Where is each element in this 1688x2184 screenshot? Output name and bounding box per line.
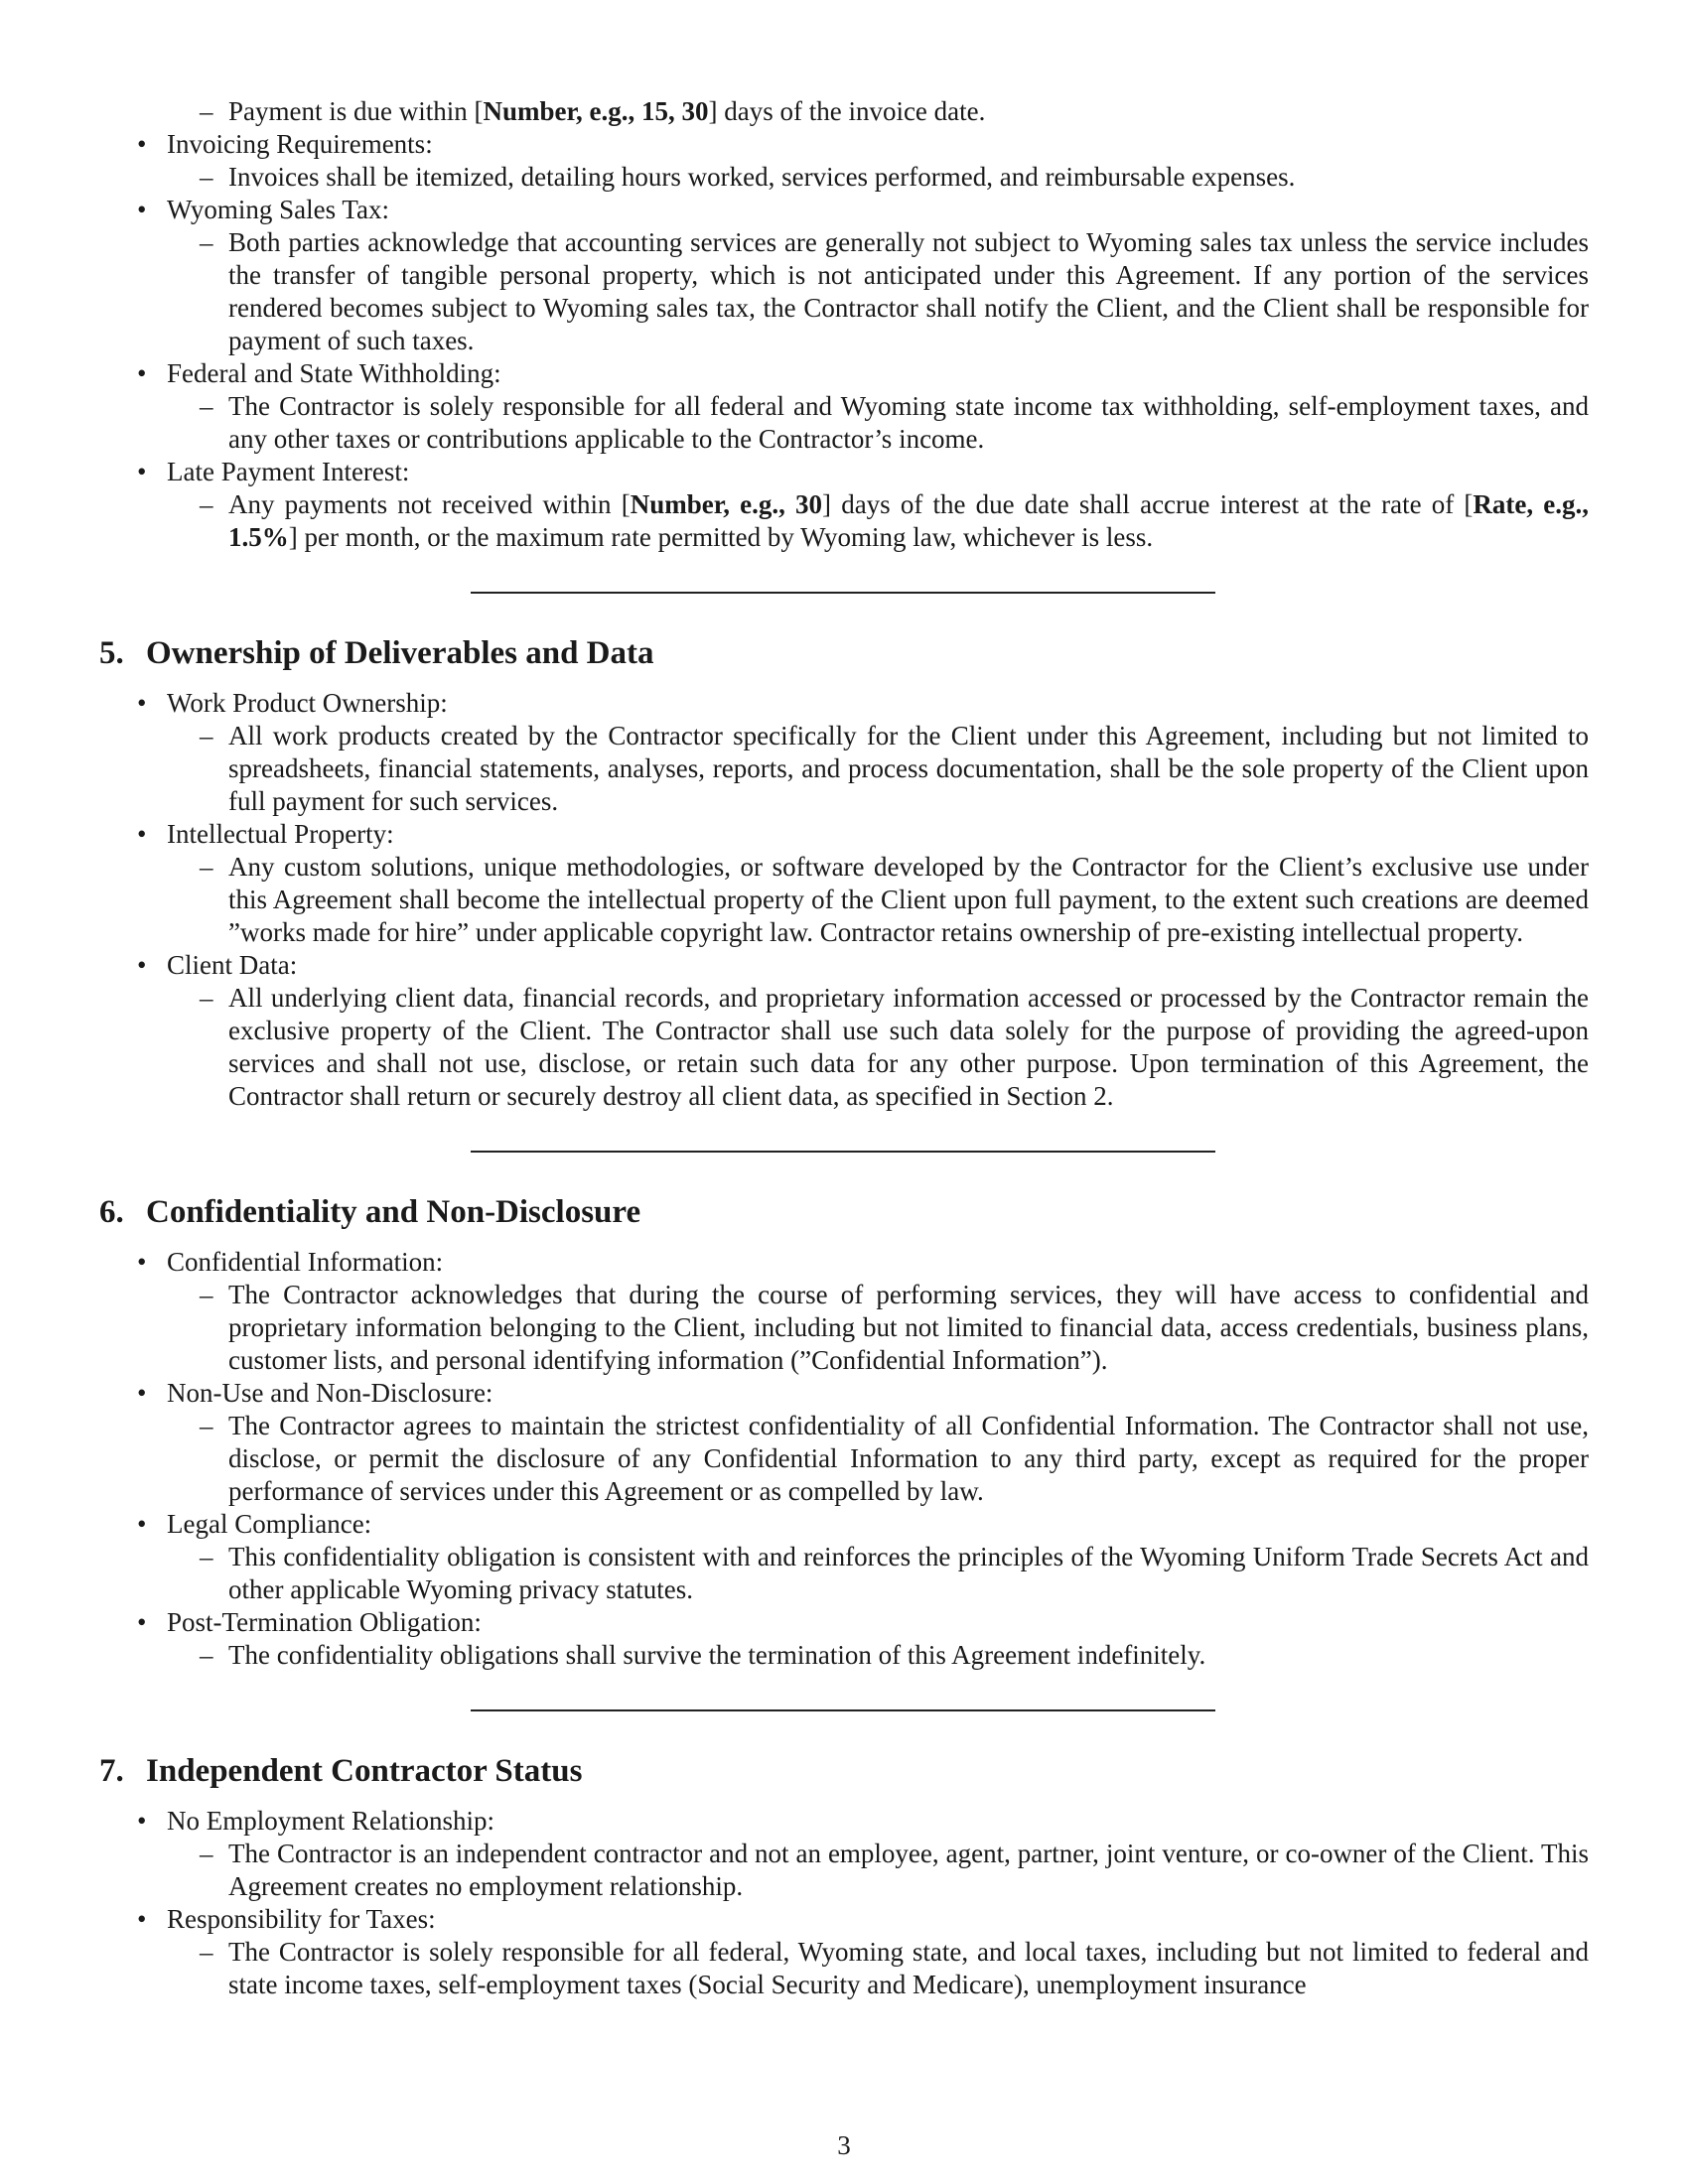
list-item-label: Late Payment Interest:: [167, 457, 410, 486]
section-number: 7.: [99, 1753, 124, 1789]
payment-terms-list: [99, 128, 1589, 456]
list-subitem: – Any payments not received within [Number, e.g., 30] days of the due date shall accrue interest at the rate of [Rate, e.g., 1.5%] per month, or the maximum rate permitted by Wyoming law, whichever is less.: [99, 488, 1589, 554]
list-item-label: Work Product Ownership:: [167, 688, 448, 718]
list-subitem: – The Contractor is solely responsible for all federal, Wyoming state, and local taxes, including but not limited to federal and state income taxes, self-employment taxes (Social Security and Medicare), unemployment insurance: [99, 1936, 1589, 2001]
sub-list: [167, 851, 1589, 949]
horizontal-rule: [471, 592, 1215, 594]
sub-list: [167, 1279, 1589, 1377]
list-item-label: Non-Use and Non-Disclosure:: [167, 1378, 493, 1408]
sub-list: [167, 720, 1589, 818]
list-subitem: – All underlying client data, financial records, and proprietary information accessed or processed by the Contractor remain the exclusive property of the Client. The Contractor shall use such data solely for the purpose of providing the agreed-upon services and shall not use, disclose, or retain such data for any other purpose. Upon termination of this Agreement, the Contractor shall return or securely destroy all client data, as specified in Section 2.: [99, 982, 1589, 1113]
list-subitem: – Any custom solutions, unique methodologies, or software developed by the Contractor for the Client’s exclusive use under this Agreement shall become the intellectual property of the Client upon full payment, to the extent such creations are deemed ”works made for hire” under applicable copyright law. Contractor retains ownership of pre-existing intellectual property.: [99, 851, 1589, 949]
payment-terms-continuation: [99, 95, 1589, 128]
list-subitem: – The Contractor acknowledges that during the course of performing services, they will have access to confidential and proprietary information belonging to the Client, including but not limited to financial data, access credentials, business plans, customer lists, and personal identifying information (”Confidential Information”).: [99, 1279, 1589, 1377]
section-number: 6.: [99, 1194, 124, 1230]
section-list: [99, 687, 1589, 1113]
sub-list: [167, 1639, 1589, 1672]
late-payment-list: [99, 456, 1589, 554]
list-subitem: – This confidentiality obligation is consistent with and reinforces the principles of the Wyoming Uniform Trade Secrets Act and other applicable Wyoming privacy statutes.: [99, 1541, 1589, 1606]
list-item: [99, 357, 1589, 456]
list-item: [99, 1246, 1589, 1377]
list-item: [99, 687, 1589, 818]
list-item: [99, 1903, 1589, 2001]
document-page: [99, 95, 1589, 2001]
list-subitem: – The Contractor agrees to maintain the strictest confidentiality of all Confidential Information. The Contractor shall not use, disclose, or permit the disclosure of any Confidential Information to any third party, except as required for the proper performance of services under this Agreement or as compelled by law.: [99, 1410, 1589, 1508]
list-subitem: – Invoices shall be itemized, detailing hours worked, services performed, and reimbursable expenses.: [99, 161, 1589, 194]
section-title: Ownership of Deliverables and Data: [146, 635, 654, 671]
horizontal-rule: [471, 1151, 1215, 1153]
list-subitem: – Both parties acknowledge that accounting services are generally not subject to Wyoming sales tax unless the service includes the transfer of tangible personal property, which is not anticipated under this Agreement. If any portion of the services rendered becomes subject to Wyoming sales tax, the Contractor shall notify the Client, and the Client shall be responsible for payment of such taxes.: [99, 226, 1589, 357]
list-subitem: – Payment is due within [Number, e.g., 15, 30] days of the invoice date.: [99, 95, 1589, 128]
sub-list: [167, 1936, 1589, 2001]
list-subitem: – The Contractor is an independent contractor and not an employee, agent, partner, joint venture, or co-owner of the Client. This Agreement creates no employment relationship.: [99, 1838, 1589, 1903]
list-item: [99, 1377, 1589, 1508]
section-title: Independent Contractor Status: [146, 1753, 583, 1789]
list-item: [99, 456, 1589, 554]
sub-list: [167, 1410, 1589, 1508]
list-item-label: Invoicing Requirements:: [167, 129, 433, 159]
list-item-label: Responsibility for Taxes:: [167, 1904, 436, 1934]
list-item: [99, 1606, 1589, 1672]
sub-list: [167, 161, 1589, 194]
list-item-label: Confidential Information:: [167, 1247, 444, 1277]
list-item-label: Federal and State Withholding:: [167, 358, 501, 388]
section-heading: [99, 1751, 1589, 1791]
list-item: [99, 1805, 1589, 1903]
section-list: [99, 1805, 1589, 2001]
list-item-label: No Employment Relationship:: [167, 1806, 494, 1836]
sections-container: [99, 592, 1589, 2001]
horizontal-rule: [471, 1709, 1215, 1711]
list-item: [99, 949, 1589, 1113]
sub-list: [167, 226, 1589, 357]
section-number: 5.: [99, 635, 124, 671]
section-heading: [99, 633, 1589, 673]
list-item-label: Client Data:: [167, 950, 298, 980]
sub-list: [167, 390, 1589, 456]
list-subitem: – All work products created by the Contractor specifically for the Client under this Agreement, including but not limited to spreadsheets, financial statements, analyses, reports, and process documentation, shall be the sole property of the Client upon full payment for such services.: [99, 720, 1589, 818]
list-subitem: – The confidentiality obligations shall survive the termination of this Agreement indefinitely.: [99, 1639, 1589, 1672]
list-item-label: Post-Termination Obligation:: [167, 1607, 482, 1637]
sub-list: [167, 982, 1589, 1113]
sub-list: [167, 1541, 1589, 1606]
section-heading: [99, 1192, 1589, 1232]
list-item-label: Intellectual Property:: [167, 819, 394, 849]
list-item-label: Legal Compliance:: [167, 1509, 372, 1539]
list-item: [99, 128, 1589, 194]
list-item: [99, 818, 1589, 949]
list-item: [99, 1508, 1589, 1606]
sub-list: [167, 1838, 1589, 1903]
list-item: [99, 194, 1589, 357]
section-title: Confidentiality and Non-Disclosure: [146, 1194, 641, 1230]
page-number: 3: [837, 2130, 851, 2160]
section-list: [99, 1246, 1589, 1672]
list-item-label: Wyoming Sales Tax:: [167, 195, 389, 224]
list-subitem: – The Contractor is solely responsible for all federal and Wyoming state income tax withholding, self-employment taxes, and any other taxes or contributions applicable to the Contractor’s income.: [99, 390, 1589, 456]
